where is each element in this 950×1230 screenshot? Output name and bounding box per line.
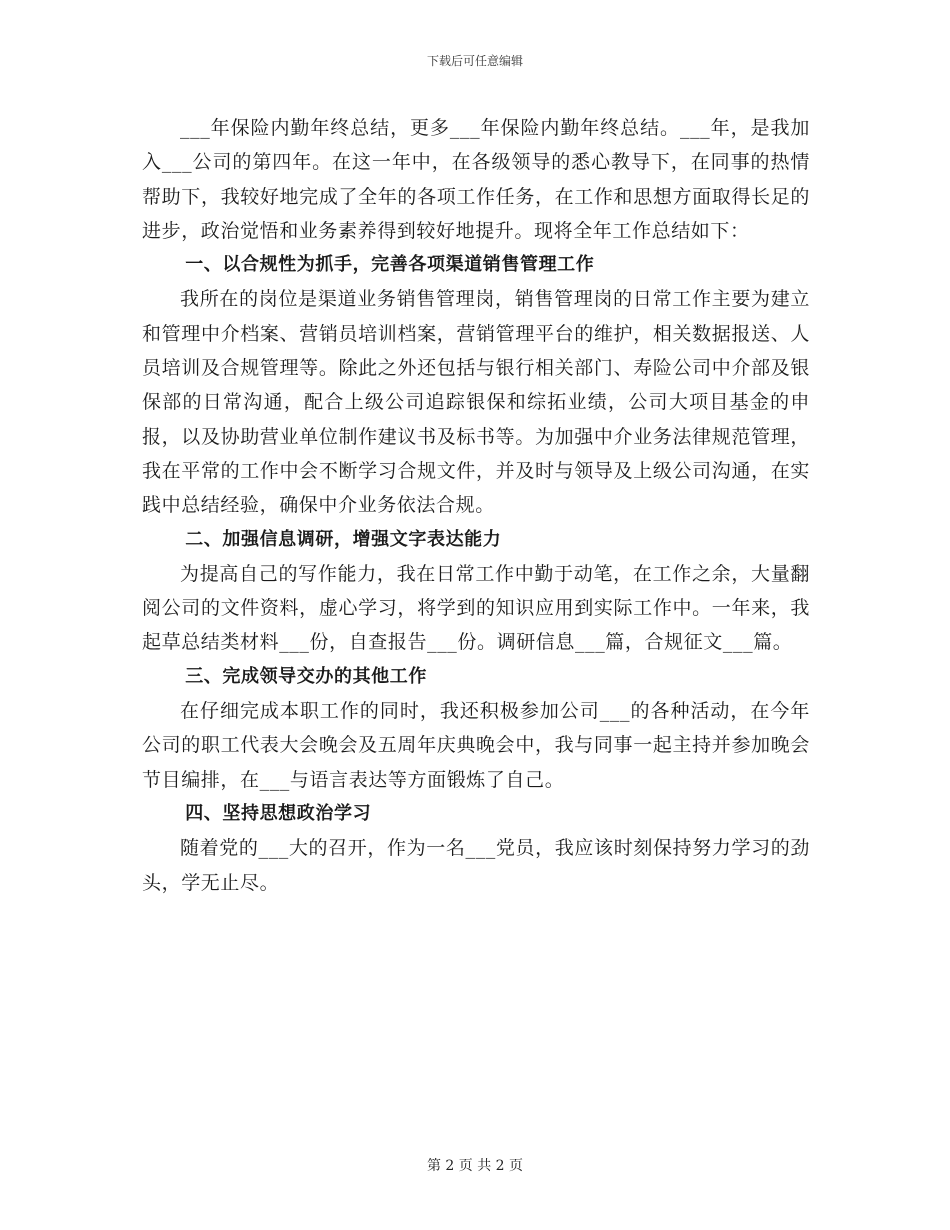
section-heading-2: 二、加强信息调研，增强文字表达能力 bbox=[185, 528, 502, 550]
section-heading-4: 四、坚持思想政治学习 bbox=[185, 802, 372, 824]
intro-paragraph: ___年保险内勤年终总结，更多___年保险内勤年终总结。___年，是我加入___公司的第四年。在这一年中，在各级领导的悉心教导下，在同事的热情帮助下，我较好地完成了全年的各项工作任务，在工作和思想方面取得长足的进步，政治觉悟和业务素养得到较好地提升。现将全年工作总结如下： bbox=[142, 117, 810, 242]
section-paragraph-1: 我所在的岗位是渠道业务销售管理岗，销售管理岗的日常工作主要为建立和管理中介档案、营销员培训档案，营销管理平台的维护，相关数据报送、人员培训及合规管理等。除此之外还包括与银行相关部门、寿险公司中介部及银保部的日常沟通，配合上级公司追踪银保和综拓业绩，公司大项目基金的申报，以及协助营业单位制作建议书及标书等。为加强中介业务法律规范管理，我在平常的工作中会不断学习合规文件，并及时与领导及上级公司沟通，在实践中总结经验，确保中介业务依法合规。 bbox=[142, 288, 810, 517]
page-number-footer: 第 2 页 共 2 页 bbox=[426, 1158, 524, 1174]
section-heading-1: 一、以合规性为抓手，完善各项渠道销售管理工作 bbox=[185, 254, 595, 276]
page-header: 下载后可任意编辑 bbox=[426, 54, 523, 68]
section-paragraph-2: 为提高自己的写作能力，我在日常工作中勤于动笔，在工作之余，大量翻阅公司的文件资料，虚心学习，将学到的知识应用到实际工作中。一年来，我起草总结类材料___份，自查报告___份。调研信息___篇，合规征文___篇。 bbox=[142, 562, 810, 654]
section-paragraph-4: 随着党的___大的召开，作为一名___党员，我应该时刻保持努力学习的劲头，学无止尽。 bbox=[142, 837, 810, 894]
section-paragraph-3: 在仔细完成本职工作的同时，我还积极参加公司___的各种活动，在今年公司的职工代表大会晚会及五周年庆典晚会中，我与同事一起主持并参加晚会节目编排，在___与语言表达等方面锻炼了自己。 bbox=[142, 700, 810, 791]
section-heading-3: 三、完成领导交办的其他工作 bbox=[185, 665, 427, 687]
document-body bbox=[142, 111, 810, 900]
